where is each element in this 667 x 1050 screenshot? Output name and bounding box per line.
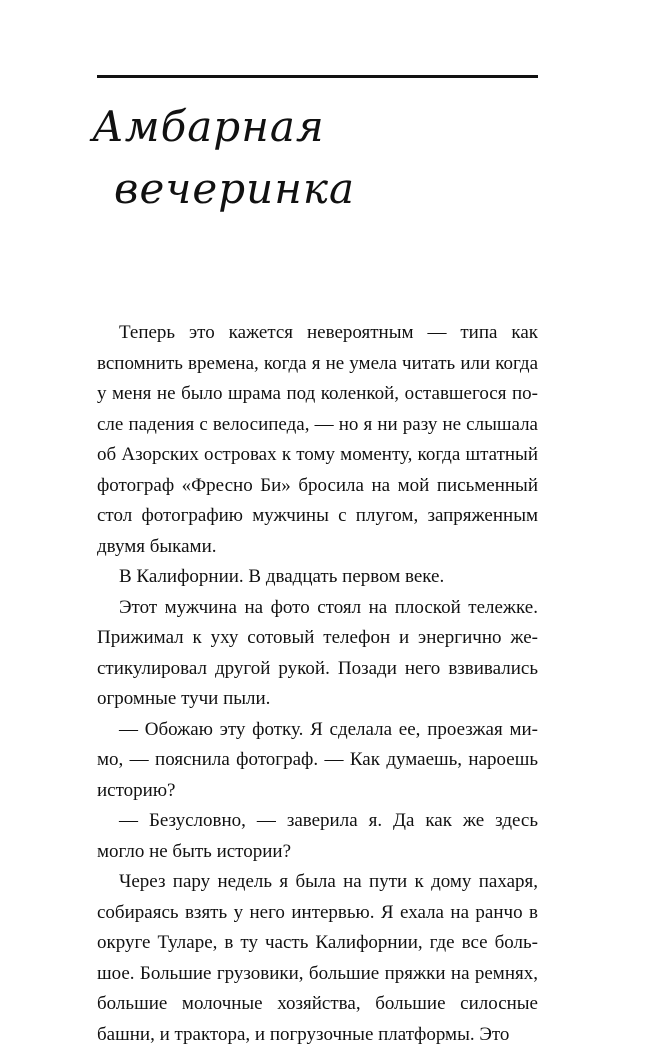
chapter-divider-rule: [97, 75, 538, 78]
chapter-title-line-2: вечеринка: [114, 164, 356, 214]
paragraph: Этот мужчина на фото стоял на плоской тележке. Прижимал к уху сотовый телефон и энергично жестикулировал другой рукой. Позади него взвивались огромные тучи пыли.: [97, 596, 538, 709]
paragraph: — Безусловно, — заверила я. Да как же здесь могло не быть истории?: [97, 810, 538, 862]
chapter-title: [92, 96, 552, 220]
chapter-body: [97, 318, 538, 1050]
paragraph: В Калифорнии. В двадцать первом веке.: [119, 566, 445, 587]
paragraph: Теперь это кажется невероятным — типа как вспомнить времена, когда я не умела читать или когда у меня не было шрама под коленкой, оставшегося после падения с велосипеда, — но я ни разу не слышала об Азорских островах к тому моменту, когда штатный фотограф «Фресно Би» бросила на мой письменный стол фотографию мужчины с плугом, запряженным двумя быками.: [97, 322, 538, 557]
paragraph: — Обожаю эту фотку. Я сделала ее, проезжая мимо, — пояснила фотограф. — Как думаешь, нароешь историю?: [97, 718, 538, 801]
chapter-title-line-1: Амбарная: [92, 102, 325, 151]
paragraph: Через пару недель я была на пути к дому пахаря, собираясь взять у него интервью. Я ехала на ранчо в округе Туларе, в ту часть Калифорнии, где все большое. Большие грузовики, большие пряжки на ремнях, большие молочные хозяйства, большие силосные башни, и трактора, и погрузочные платформы. Это: [97, 871, 538, 1045]
